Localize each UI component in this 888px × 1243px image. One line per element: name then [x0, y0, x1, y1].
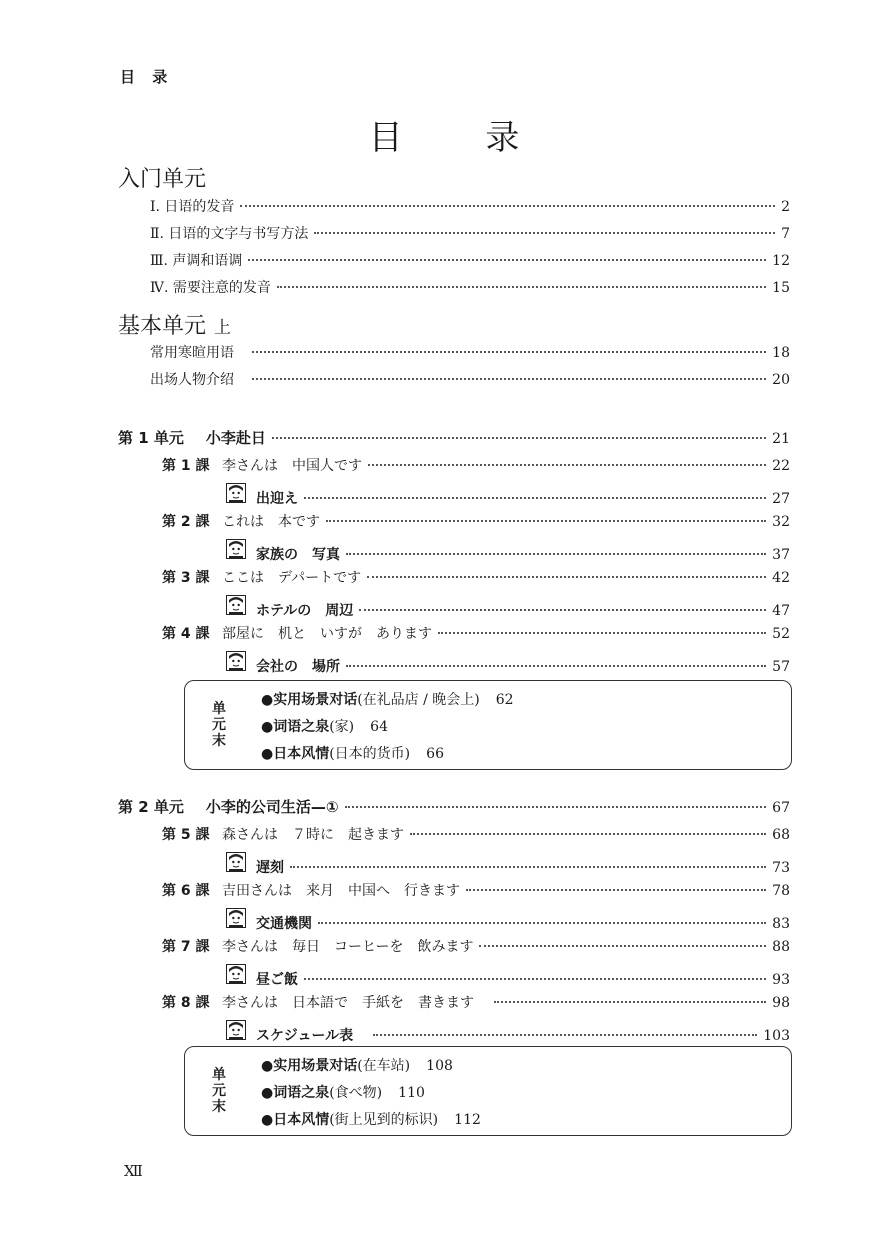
dot-leader — [304, 497, 766, 499]
page-number: 78 — [772, 883, 790, 899]
basic-list — [150, 342, 790, 391]
unit-1 — [118, 427, 790, 449]
page-number: 37 — [772, 547, 790, 563]
page-number: 57 — [772, 659, 790, 675]
page-number: 7 — [781, 226, 790, 242]
page-number: 103 — [763, 1028, 790, 1044]
dot-leader — [345, 806, 767, 808]
sub-entry[interactable]: 昼ご飯 93 — [162, 964, 790, 986]
unit-end-label: 单元末 — [212, 701, 226, 749]
character-face-icon — [226, 908, 246, 928]
character-face-icon — [226, 483, 246, 503]
unit-end-item[interactable]: ●实用场景对话(在车站) 108 — [261, 1058, 453, 1074]
unit-end-box — [184, 680, 792, 770]
running-head: 目 录 — [120, 68, 174, 86]
unit-end-label: 单元末 — [212, 1067, 226, 1115]
page-number: 67 — [772, 800, 790, 816]
dot-leader — [277, 286, 766, 288]
page-number: 98 — [772, 995, 790, 1011]
sub-entry[interactable]: 家族の 写真 37 — [162, 539, 790, 561]
sub-entry[interactable]: スケジュール表 103 — [162, 1020, 790, 1042]
dot-leader — [318, 922, 766, 924]
dot-leader — [479, 945, 766, 947]
toc-entry[interactable]: 常用寒暄用语 18 — [150, 345, 790, 361]
dot-leader — [252, 351, 766, 353]
character-face-icon — [226, 651, 246, 671]
lesson-entry[interactable]: 第 5 課 森さんは ７時に 起きます 68 — [162, 827, 790, 843]
dot-leader — [368, 464, 766, 466]
unit-end-item[interactable]: ●词语之泉(食べ物) 110 — [261, 1085, 425, 1101]
lesson-entry[interactable]: 第 1 課 李さんは 中国人です 22 — [162, 458, 790, 474]
dot-leader — [290, 866, 766, 868]
dot-leader — [248, 259, 766, 261]
sub-entry[interactable]: ホテルの 周辺 47 — [162, 595, 790, 617]
dot-leader — [359, 609, 766, 611]
dot-leader — [304, 978, 766, 980]
sub-entry[interactable]: 会社の 場所 57 — [162, 651, 790, 673]
page-number: 15 — [772, 280, 790, 296]
dot-leader — [252, 378, 766, 380]
page-number: 88 — [772, 939, 790, 955]
page-number: 18 — [772, 345, 790, 361]
dot-leader — [346, 665, 766, 667]
lesson-entry[interactable]: 第 7 課 李さんは 毎日 コーヒーを 飲みます 88 — [162, 939, 790, 955]
page-number: 52 — [772, 626, 790, 642]
unit-end-item[interactable]: ●实用场景对话(在礼品店 / 晚会上) 62 — [261, 692, 514, 708]
dot-leader — [326, 520, 766, 522]
sub-entry[interactable]: 遅刻 73 — [162, 852, 790, 874]
toc-entry[interactable]: Ⅰ. 日语的发音 2 — [150, 199, 790, 215]
dot-leader — [494, 1001, 766, 1003]
toc-entry[interactable]: Ⅲ. 声调和语调 12 — [150, 253, 790, 269]
intro-heading: 入门单元 — [118, 167, 207, 192]
sub-entry[interactable]: 交通機関 83 — [162, 908, 790, 930]
unit-2 — [118, 796, 790, 818]
dot-leader — [367, 576, 766, 578]
lesson-entry[interactable]: 第 8 課 李さんは 日本語で 手紙を 書きます 98 — [162, 995, 790, 1011]
page-number: 32 — [772, 514, 790, 530]
page-number: 22 — [772, 458, 790, 474]
toc-entry[interactable]: Ⅱ. 日语的文字与书写方法 7 — [150, 226, 790, 242]
page-number: 42 — [772, 570, 790, 586]
toc-entry[interactable]: Ⅳ. 需要注意的发音 15 — [150, 280, 790, 296]
page-number: 47 — [772, 603, 790, 619]
unit-end-item[interactable]: ●日本风情(街上见到的标识) 112 — [261, 1112, 481, 1128]
dot-leader — [438, 632, 766, 634]
dot-leader — [466, 889, 766, 891]
character-face-icon — [226, 1020, 246, 1040]
character-face-icon — [226, 852, 246, 872]
basic-heading: 基本单元 上 — [118, 314, 232, 339]
character-face-icon — [226, 964, 246, 984]
page-number: 20 — [772, 372, 790, 388]
page-folio: Ⅻ — [124, 1162, 143, 1180]
unit-heading[interactable]: 第 2 单元 小李的公司生活—① 67 — [118, 798, 790, 816]
dot-leader — [272, 437, 766, 439]
unit-2-lessons — [162, 824, 790, 1042]
dot-leader — [346, 553, 766, 555]
intro-list — [150, 196, 790, 299]
unit-1-lessons — [162, 455, 790, 673]
character-face-icon — [226, 595, 246, 615]
sub-entry[interactable]: 出迎え 27 — [162, 483, 790, 505]
dot-leader — [373, 1034, 757, 1036]
dot-leader — [410, 833, 766, 835]
page-number: 73 — [772, 860, 790, 876]
page-number: 27 — [772, 491, 790, 507]
dot-leader — [314, 232, 775, 234]
lesson-entry[interactable]: 第 6 課 吉田さんは 来月 中国へ 行きます 78 — [162, 883, 790, 899]
page-number: 83 — [772, 916, 790, 932]
unit-heading[interactable]: 第 1 单元 小李赴日 21 — [118, 429, 790, 447]
page-number: 2 — [781, 199, 790, 215]
unit-end-box — [184, 1046, 792, 1136]
unit-end-item[interactable]: ●日本风情(日本的货币) 66 — [261, 746, 444, 762]
page-number: 12 — [772, 253, 790, 269]
page-title: 目 录 — [368, 118, 556, 158]
unit-end-item[interactable]: ●词语之泉(家) 64 — [261, 719, 388, 735]
lesson-entry[interactable]: 第 3 課 ここは デパートです 42 — [162, 570, 790, 586]
lesson-entry[interactable]: 第 4 課 部屋に 机と いすが あります 52 — [162, 626, 790, 642]
toc-entry[interactable]: 出场人物介绍 20 — [150, 372, 790, 388]
page-number: 21 — [772, 431, 790, 447]
character-face-icon — [226, 539, 246, 559]
dot-leader — [240, 205, 775, 207]
lesson-entry[interactable]: 第 2 課 これは 本です 32 — [162, 514, 790, 530]
page-number: 68 — [772, 827, 790, 843]
page-number: 93 — [772, 972, 790, 988]
